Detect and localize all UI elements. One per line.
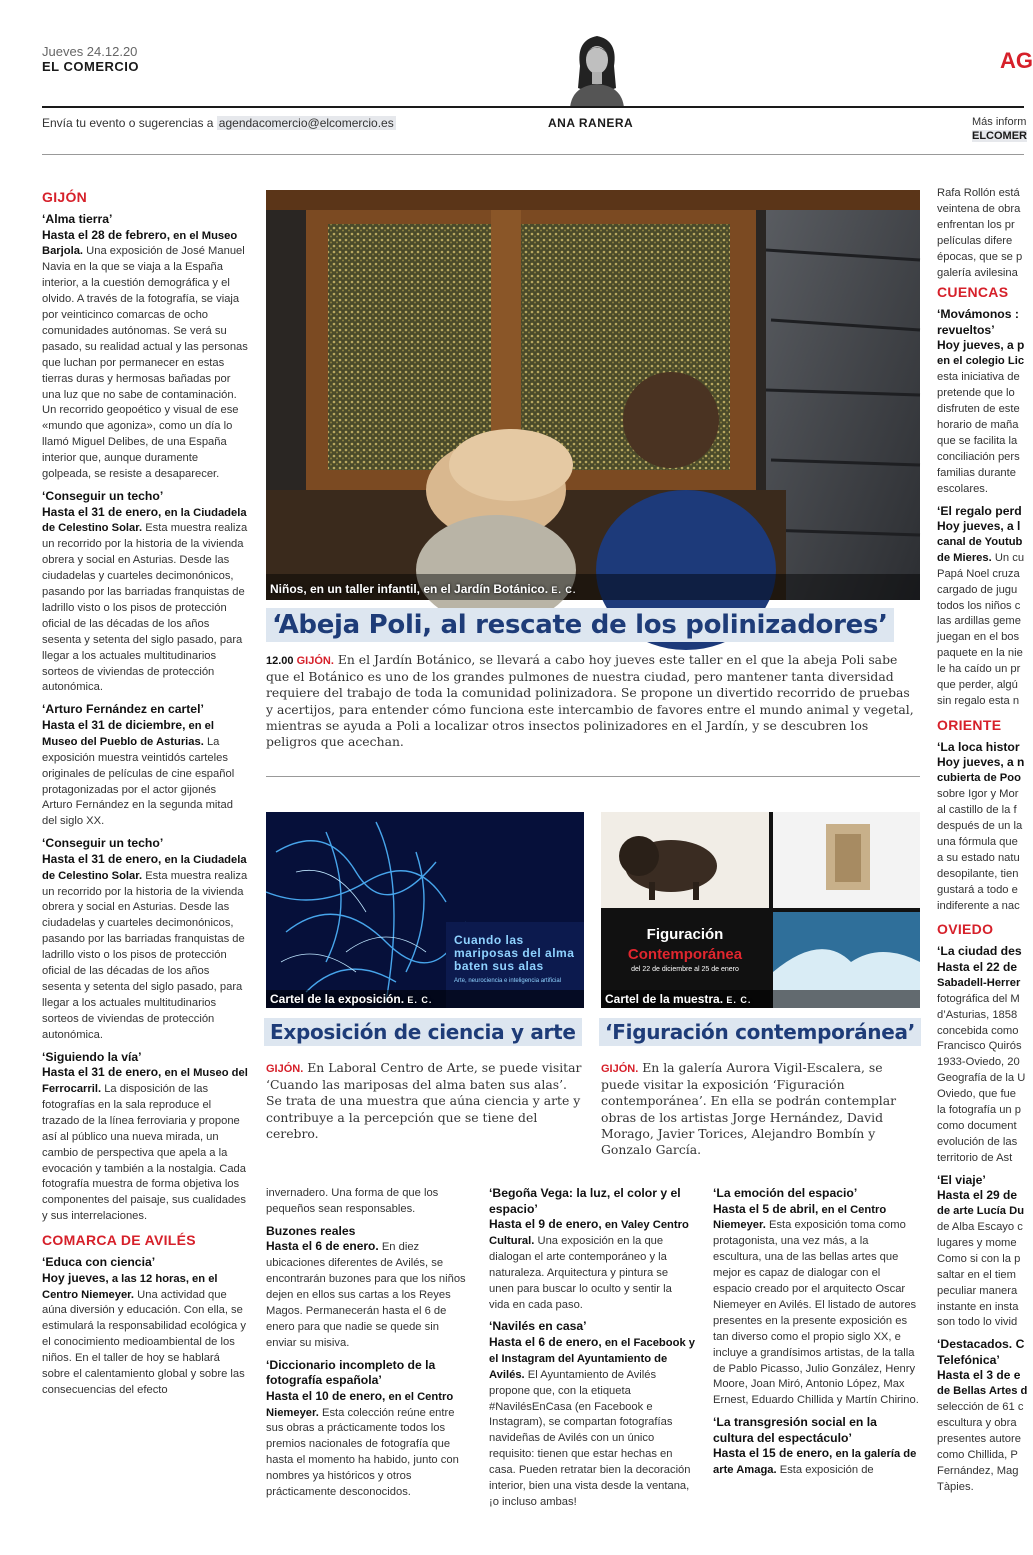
event-title: ‘Navilés en casa’: [489, 1319, 587, 1334]
event-item: [266, 1358, 472, 1501]
poster-title: Cuando las mariposas del alma baten sus alas: [454, 933, 575, 973]
event-title: Telefónica’: [937, 1352, 1000, 1367]
event-when: Hoy jueves, a p: [937, 338, 1025, 353]
event-when: Hasta el 3 de e: [937, 1368, 1021, 1383]
article-b-headline-text: ‘Figuración contemporánea’: [599, 1018, 921, 1046]
event-title: ‘La transgresión social en la cultura del espectáculo’: [713, 1415, 877, 1445]
column-line: Fernández, Mag: [937, 1464, 1019, 1477]
column-line: todos los niños c: [937, 599, 1021, 612]
event-where-pre: en el: [604, 1336, 631, 1349]
main-headline-text: ‘Abeja Poli, al rescate de los polinizadores’: [266, 608, 894, 642]
column-line: que se facilita la: [937, 434, 1018, 447]
event-when: Hasta el 9 de enero,: [489, 1217, 602, 1231]
city-heading-gijon: GIJÓN: [42, 189, 88, 205]
event-text: El Ayuntamiento de Avilés propone que, con la etiqueta #NavilésEnCasa (en Facebook e Instagram), se compartan fotografías navideñas de Avilés con un único requisito: tienen que estar hechas en casa. Pueden retratar bien la decoración interior, bien una vista desde la ventana, ¡o incluso ambas!: [489, 1368, 691, 1508]
caption-text: Cartel de la exposición.: [270, 992, 405, 1006]
column-line: fotográfica del M: [937, 992, 1020, 1005]
event-when: Hasta el 6 de enero.: [266, 1239, 379, 1254]
right-column: [937, 186, 1028, 1496]
event-title: revueltos’: [937, 322, 995, 337]
more-info-brand: ELCOMER: [972, 130, 1027, 142]
event-where: en el colegio Lic: [937, 355, 1025, 368]
event-item: [713, 1186, 919, 1409]
article-a-text: En Laboral Centro de Arte, se puede visitar ‘Cuando las mariposas del alma baten sus alas’. Se trata de una muestra que aúna ciencia y arte y contribuye a la percepción que se tiene del cerebro.: [266, 1060, 582, 1141]
event-where: Sabadell-Herrer: [937, 976, 1021, 989]
main-headline: [266, 608, 894, 642]
article-a-body: [266, 1060, 584, 1142]
article-b-body: [601, 1060, 920, 1158]
event-title: ‘El regalo perd: [937, 503, 1022, 518]
column-line: una fórmula que: [937, 835, 1018, 848]
column-line: son todo lo vivid: [937, 1316, 1018, 1329]
edition-date: Jueves 24.12.20: [42, 44, 138, 59]
event-text: En diez ubicaciones diferentes de Avilés, se encontrarán buzones para que los niños dejen en ellos sus cartas a los Reyes Magos. Permanecerán hasta el 6 de enero para que nadie se quede sin enviar su misiva.: [266, 1241, 466, 1349]
event-item: [42, 836, 248, 1043]
photo-caption: [270, 992, 432, 1006]
continued-text: invernadero. Una forma de que los pequeños sean responsables.: [266, 1187, 439, 1215]
column-line: esta iniciativa de: [937, 371, 1020, 384]
event-where-pre: en el: [192, 1272, 218, 1285]
figuration-poster-image: [601, 812, 920, 1008]
column-line: 1933-Oviedo, 20: [937, 1056, 1020, 1069]
event-time: a las 12 horas,: [111, 1272, 189, 1285]
event-item: [489, 1319, 695, 1510]
event-where: Niemeyer.: [713, 1219, 766, 1232]
lead-city: GIJÓN.: [601, 1063, 639, 1075]
event-where: Niemeyer.: [266, 1406, 319, 1419]
column-line: las ardillas geme: [937, 615, 1021, 628]
event-when: Hasta el 10 de enero,: [266, 1388, 386, 1403]
column-line: presentes autore: [937, 1433, 1021, 1445]
event-title: ‘Alma tierra’: [42, 212, 113, 226]
column-line: disfruten de este: [937, 403, 1020, 416]
event-text: Una actividad que aúna diversión y educación. Con ella, se estimulará la responsabilidad ecológica y el conocimiento medioambiental de los niños. En el taller de hoy se hablará sobre el calentamiento global y sobre las consecuencias del efecto: [42, 1288, 246, 1396]
event-title: ‘Siguiendo la vía’: [42, 1049, 142, 1064]
column-line: conciliación pers: [937, 450, 1020, 463]
column-line: sin regalo esta n: [937, 694, 1020, 707]
middle-column-1: [266, 1186, 472, 1507]
event-title: ‘El viaje’: [937, 1172, 986, 1187]
event-where-pre: en el Museo: [164, 1067, 229, 1080]
event-title: ‘La loca histor: [937, 739, 1020, 754]
photo-credit: E. C.: [726, 995, 752, 1005]
city-heading-aviles: COMARCA DE AVILÉS: [42, 1232, 196, 1249]
event-where-pre: en el Centro: [821, 1203, 887, 1216]
column-line: películas difere: [937, 234, 1013, 247]
lead-time: 12.00: [266, 655, 294, 667]
event-title: ‘Begoña Vega: la luz, el color y el espacio’: [489, 1186, 681, 1216]
column-line: indiferente a nac: [937, 899, 1020, 912]
photo-credit: E. C.: [551, 585, 577, 595]
event-where: de Mieres.: [937, 551, 992, 564]
event-where: de arte Amaga.: [713, 1448, 917, 1477]
column-line: que perder, algú: [937, 679, 1018, 692]
section-divider: [266, 776, 920, 777]
article-a-headline: [264, 1018, 582, 1046]
column-line: concebida como: [937, 1024, 1019, 1037]
event-item: [42, 1255, 248, 1399]
event-text: Esta muestra realiza un recorrido por la historia de la vivienda obrera y social en Asturias. Desde las ciudadelas y cuarteles decimonónicos, pasando por las barriadas franquistas de ladrillo visto o los pisos de protección oficial de las décadas de los años sesenta y setenta del siglo pasado, para llegar a los actuales multitudinarios sorteos de viviendas de protección autonómica.: [42, 522, 248, 694]
article-b-text: En la galería Aurora Vigil-Escalera, se puede visitar la exposición ‘Figuración contemporánea’. En ella se podrán contemplar obras de los artistas Jorge Hernández, David Morago, Javier Torices, Alejandro Bombín y Gonzalo García.: [601, 1060, 897, 1158]
event-item: [42, 489, 248, 696]
column-line: a su estado natu: [937, 851, 1020, 864]
event-where-pre: en la: [164, 853, 190, 866]
author-portrait: [562, 26, 632, 108]
column-line: d’Asturias, 1858: [937, 1008, 1018, 1021]
event-where-pre: en la: [164, 506, 190, 519]
event-text: La disposición de las fotografías en la sala reproduce el trazado de la línea ferroviaria y propone así al público una nueva mirada, un cambio de perspectiva que apela a la evocación y también a la nostalgia. Cada fotografía muestra de forma objetiva los componentes del paisaje, sus cualidades y sus interrelaciones.: [42, 1083, 246, 1223]
column-line: peculiar manera: [937, 1284, 1018, 1297]
column-line: después de un la: [937, 820, 1023, 832]
column-line: sobre Igor y Mor: [937, 788, 1019, 801]
photo-caption: [270, 582, 576, 596]
main-article-body: [266, 652, 920, 750]
event-text: La exposición muestra veintidós carteles originales de películas de cine español protagonizadas por el actor gijonés Arturo Fernández en la segunda mitad del siglo XX.: [42, 735, 235, 828]
send-text: Envía tu evento o sugerencias a: [42, 116, 214, 130]
article-b-headline: [599, 1018, 921, 1046]
column-text: Un cu: [994, 551, 1025, 564]
event-where-pre: en el: [188, 719, 215, 732]
column-line: lugares y mome: [937, 1236, 1017, 1249]
author-name: ANA RANERA: [548, 116, 634, 130]
column-line: evolución de las: [937, 1135, 1018, 1148]
more-info-label: Más inform: [972, 116, 1027, 128]
event-title: ‘Arturo Fernández en cartel’: [42, 702, 204, 717]
event-where: de Bellas Artes d: [937, 1385, 1028, 1398]
event-title: ‘Conseguir un techo’: [42, 836, 164, 851]
newspaper-name: EL COMERCIO: [42, 59, 139, 74]
column-line: territorio de Ast: [937, 1151, 1013, 1164]
event-where-pre: en Valey: [604, 1219, 650, 1231]
event-where: Facebook y el Instagram del Ayuntamiento de Avilés.: [489, 1336, 695, 1381]
event-when: Hasta el 31 de enero,: [42, 851, 162, 866]
event-where-pre: en la galería: [835, 1448, 901, 1461]
column-line: Como si con la p: [937, 1252, 1021, 1265]
column-line: pretende que lo: [937, 387, 1015, 400]
column-line: Francisco Quirós: [937, 1040, 1022, 1053]
column-line: de Alba Escayo c: [937, 1221, 1023, 1234]
column-line: escultura y obra: [937, 1417, 1017, 1430]
event-where: Ciudadela de Celestino Solar.: [42, 853, 247, 882]
event-item: [713, 1415, 919, 1479]
event-when: Hoy jueves, a l: [937, 519, 1021, 533]
column-line: saltar en el tiem: [937, 1268, 1016, 1281]
lead-city: GIJÓN.: [266, 1063, 304, 1075]
caption-text: Cartel de la muestra.: [605, 992, 724, 1006]
event-when: Hasta el 31 de enero,: [42, 1065, 162, 1080]
event-item: [42, 212, 248, 483]
figuration-poster-photo: [601, 812, 920, 1008]
column-line: desopilante, tien: [937, 867, 1019, 880]
event-when: Hoy jueves,: [42, 1270, 109, 1285]
event-title: ‘Conseguir un techo’: [42, 489, 164, 503]
middle-column-3: [713, 1186, 919, 1485]
column-line: juegan en el bos: [937, 631, 1020, 644]
column-line: Papá Noel cruza: [937, 567, 1020, 580]
event-title: ‘Movámonos :: [937, 307, 1019, 322]
event-when: Hasta el 31 de diciembre,: [42, 717, 186, 732]
caption-text: Niños, en un taller infantil, en el Jardín Botánico.: [270, 582, 549, 596]
section-mark: AG: [1000, 48, 1033, 73]
event-where: Museo Barjola.: [42, 229, 238, 258]
event-where-pre: en el: [173, 229, 199, 242]
column-line: enfrentan los pr: [937, 218, 1015, 231]
column-line: le ha caído un pr: [937, 663, 1021, 676]
lead-city: GIJÓN.: [296, 655, 334, 667]
botanic-workshop-photo: [266, 190, 920, 600]
agenda-email-link[interactable]: agendacomercio@elcomercio.es: [218, 116, 394, 130]
event-where: Centro Cultural.: [489, 1219, 689, 1247]
column-line: Rafa Rollón está: [937, 187, 1020, 199]
city-heading-oriente: ORIENTE: [937, 716, 1002, 733]
event-when: Hoy jueves, a n: [937, 755, 1025, 770]
main-body-text: En el Jardín Botánico, se llevará a cabo hoy jueves este taller en el que la abeja Poli sabe que el Botánico es uno de los grandes pulmones de nuestra ciudad, pero mantener tanta diversidad requiere del trabajo de toda la comunidad polinizadora. Se propone un divertido recorrido de pruebas y acertijos, para entender cómo funciona este intercambio de favores entre el mundo animal y vegetal, mientras se ayuda a Poli a localizar otros insectos polinizadores en el Jardín, y se descubren los peligros que acechan.: [266, 652, 914, 750]
exhibition-poster-photo: [266, 812, 584, 1008]
event-when: Hasta el 6 de enero,: [489, 1334, 602, 1349]
city-heading-cuencas: CUENCAS: [937, 284, 1009, 301]
column-line: Tàpies.: [937, 1480, 974, 1493]
city-heading-oviedo: OVIEDO: [937, 921, 994, 938]
left-column: [42, 186, 248, 1405]
event-item: [266, 1224, 472, 1352]
lead-label: [266, 655, 334, 667]
event-text: Esta exposición toma como protagonista, una vez más, a la escultura, una de las bellas artes que mejor es capaz de dialogar con el espacio creado por el arquitecto Oscar Niemeyer en Avilés. El listado de autores presentes en la presente exposición es tan diverso como el propio siglo XX, e incluye a grandísimos artistas, de la talla de Pablo Picasso, Julio González, Henry Moore, Joan Miró, Antonio López, Max Ernest, Eduardo Chillida y Martín Chirino.: [713, 1219, 919, 1407]
event-when: Hasta el 28 de febrero,: [42, 227, 171, 242]
event-text: Una exposición en la que dialogan el arte contemporáneo y la naturaleza. Arquitectura y pintura se unen para buscar lo oculto y sentir la vida en cada paso.: [489, 1234, 672, 1311]
event-text: Esta muestra realiza un recorrido por la historia de la vivienda obrera y social en Asturias. Desde las ciudadelas y cuarteles decimonónicos, pasando por las barriadas franquistas de ladrillo visto o los pisos de protección oficial de las décadas de los años sesenta y setenta del siglo pasado, para llegar a los actuales multitudinarios sorteos de viviendas de protección autonómica.: [42, 869, 248, 1041]
main-article-photo: [266, 190, 920, 600]
event-where: canal de Youtub: [937, 535, 1023, 548]
event-when: Hasta el 5 de abril,: [713, 1201, 819, 1216]
column-line: instante en insta: [937, 1300, 1019, 1313]
masthead-rule: [42, 106, 1024, 108]
event-text: Esta exposición de: [779, 1464, 874, 1477]
column-line: al castillo de la f: [937, 804, 1017, 817]
event-where-pre: en el Centro: [388, 1390, 454, 1403]
poster-subtitle: Arte, neurociencia e inteligencia artificial: [454, 978, 562, 984]
event-title: ‘Destacados. C: [937, 1337, 1025, 1352]
column-line: galería avilesina: [937, 266, 1018, 279]
middle-column-2: [489, 1186, 695, 1517]
event-text: Una exposición de José Manuel Navia en la que se viaja a la España interior, a la cuestión demográfica y el olvido. A través de la fotografía, se viaja por veinticinco comarcas de ocho comunidades autónomas. Se verá su pasado, su realidad actual y las personas que luchan por permanecer en estas tierras duras y hermosas bañadas por una luz que no sabe de contaminación. Un recorrido geopoético y visual de ese «mundo que agoniza», como un día lo llamó Miguel Delibes, de una España interior que, aunque duramente golpeada, se resiste a desaparecer.: [42, 245, 248, 481]
column-line: la fotografía un p: [937, 1104, 1021, 1117]
event-when: Hasta el 22 de: [937, 959, 1018, 974]
column-line: gustará a todo e: [937, 883, 1018, 896]
column-line: como Chillida, P: [937, 1448, 1018, 1461]
event-where: cubierta de Poo: [937, 772, 1021, 785]
event-text: Esta colección reúne entre sus obras a prácticamente todos los premios nacionales de fotografía que hasta el momento ha habido, junto con nombres ya históricos y otros prácticamente desconocidos.: [266, 1406, 459, 1499]
poster-title-2: Contemporánea: [627, 946, 743, 963]
column-line: cargado de jugu: [937, 583, 1018, 596]
photo-caption: [605, 992, 751, 1006]
event-item: [42, 702, 248, 830]
column-line: [937, 551, 1024, 567]
column-line: horario de maña: [937, 418, 1019, 431]
event-where: de arte Lucía Du: [937, 1205, 1025, 1218]
event-where: Museo del Pueblo de Asturias.: [42, 735, 204, 748]
column-line: Geografía de la U: [937, 1072, 1026, 1085]
event-where: Centro Niemeyer.: [42, 1288, 135, 1301]
event-title: ‘La emoción del espacio’: [713, 1186, 858, 1200]
column-line: épocas, que se p: [937, 250, 1023, 263]
column-line: veintena de obra: [937, 202, 1021, 215]
event-item: [42, 1050, 248, 1226]
column-line: como document: [937, 1120, 1017, 1132]
column-line: paquete en la nie: [937, 647, 1023, 660]
event-where: del Ferrocarril.: [42, 1067, 248, 1095]
event-when: Hasta el 29 de: [937, 1188, 1018, 1203]
event-when: Hasta el 15 de enero,: [713, 1446, 833, 1461]
event-title: ‘La ciudad des: [937, 944, 1022, 959]
column-line: Oviedo, que fue: [937, 1088, 1016, 1101]
column-line: selección de 61 c: [937, 1401, 1024, 1414]
article-a-headline-text: Exposición de ciencia y arte: [264, 1018, 582, 1046]
event-when: Hasta el 31 de enero,: [42, 504, 162, 519]
header-divider: [42, 154, 1024, 155]
column-line: escolares.: [937, 482, 988, 495]
column-line: familias durante: [937, 466, 1016, 479]
event-title: ‘Educa con ciencia’: [42, 1255, 156, 1270]
poster-title: Figuración: [646, 926, 724, 943]
event-where: Ciudadela de Celestino Solar.: [42, 506, 247, 535]
photo-credit: E. C.: [407, 995, 433, 1005]
event-item: [489, 1186, 695, 1313]
event-title: ‘Diccionario incompleto de la fotografía española’: [266, 1357, 436, 1388]
send-prompt: [42, 116, 396, 130]
poster-dates: del 22 de diciembre al 25 de enero: [631, 966, 739, 973]
event-title: Buzones reales: [266, 1223, 356, 1238]
